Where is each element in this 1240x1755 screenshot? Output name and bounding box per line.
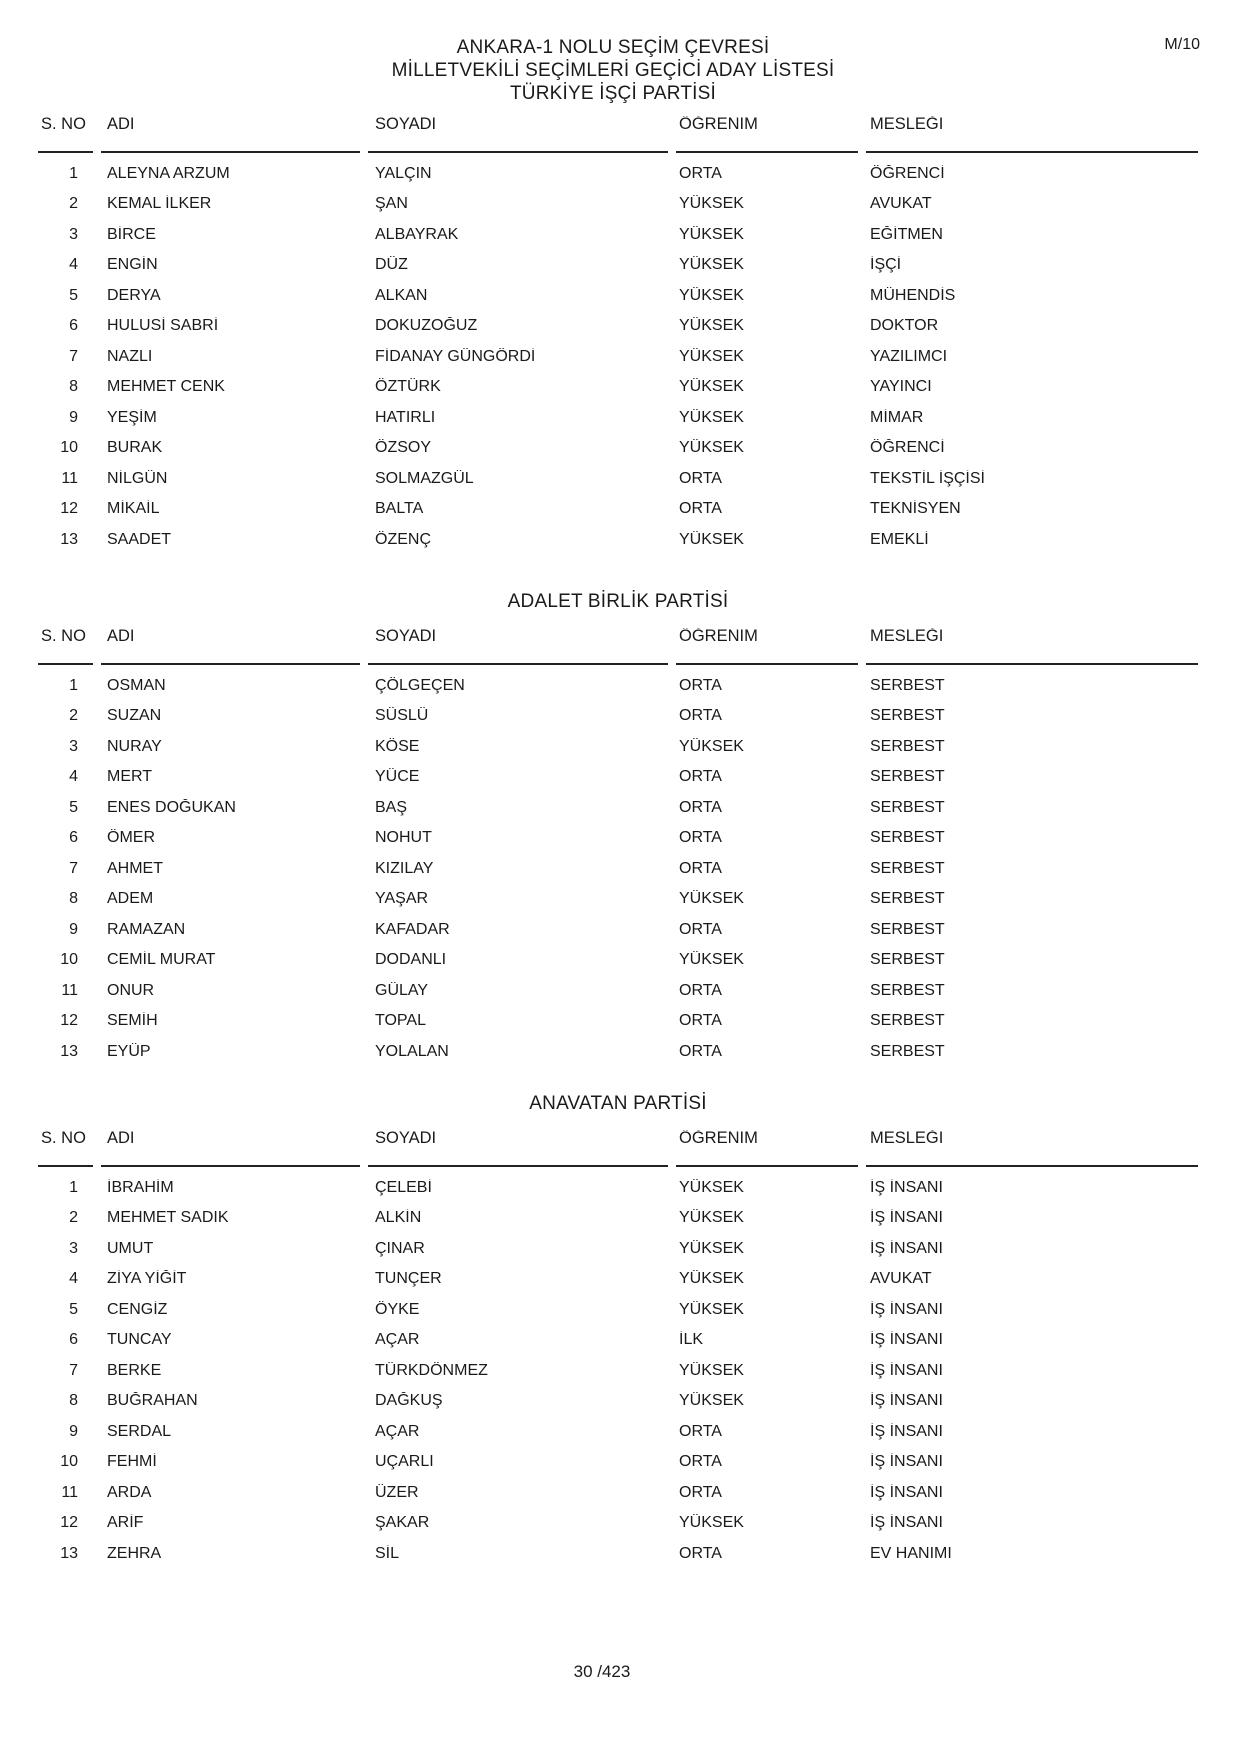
cell-soyadi: SİL — [375, 1544, 400, 1562]
header-line-party: TÜRKİYE İŞÇİ PARTİSİ — [509, 83, 716, 104]
cell-sno: 4 — [69, 768, 78, 786]
cell-meslegi: MÜHENDİS — [870, 286, 956, 304]
cell-ogrenim: YÜKSEK — [679, 286, 744, 304]
column-header-ogrenim: ÖĞRENİM — [676, 628, 858, 665]
cell-adi: AHMET — [107, 859, 163, 877]
table-row — [38, 853, 1198, 884]
cell-sno: 12 — [60, 500, 78, 518]
cell-adi: UMUT — [107, 1239, 154, 1257]
cell-adi: HULUSİ SABRİ — [107, 317, 219, 335]
table-row — [38, 792, 1198, 823]
table-row — [38, 1203, 1198, 1234]
cell-adi: ALEYNA ARZUM — [107, 164, 230, 182]
cell-soyadi: TUNÇER — [375, 1270, 442, 1288]
cell-adi: KEMAL İLKER — [107, 195, 212, 213]
cell-soyadi: KÖSE — [375, 737, 420, 755]
table-row — [38, 311, 1198, 342]
cell-ogrenim: ORTA — [679, 798, 722, 816]
cell-ogrenim: ORTA — [679, 707, 722, 725]
cell-ogrenim: ORTA — [679, 859, 722, 877]
table-body — [38, 153, 1198, 555]
cell-ogrenim: ORTA — [679, 676, 722, 694]
cell-ogrenim: ORTA — [679, 768, 722, 786]
cell-sno: 11 — [61, 469, 78, 487]
cell-ogrenim: YÜKSEK — [679, 1239, 744, 1257]
column-header-soyadi: SOYADI — [368, 628, 668, 665]
cell-meslegi: SERBEST — [870, 737, 945, 755]
table-row — [38, 914, 1198, 945]
cell-adi: ZEHRA — [107, 1544, 162, 1562]
cell-meslegi: SERBEST — [870, 951, 945, 969]
cell-ogrenim: YÜKSEK — [679, 1270, 744, 1288]
table-row — [38, 731, 1198, 762]
cell-sno: 13 — [60, 530, 78, 548]
cell-meslegi: SERBEST — [870, 1042, 945, 1060]
cell-soyadi: BAŞ — [375, 798, 408, 816]
cell-soyadi: ÇINAR — [375, 1239, 425, 1257]
cell-sno: 9 — [69, 408, 78, 426]
cell-sno: 11 — [61, 981, 78, 999]
column-header-ogrenim: ÖĞRENİM — [676, 1130, 858, 1167]
cell-ogrenim: ORTA — [679, 1544, 722, 1562]
cell-ogrenim: ORTA — [679, 1422, 722, 1440]
column-header-sno: S. NO — [38, 628, 93, 665]
cell-ogrenim: YÜKSEK — [679, 530, 744, 548]
column-header-ogrenim: ÖĞRENİM — [676, 116, 858, 153]
table-row — [38, 1538, 1198, 1569]
cell-sno: 3 — [69, 737, 78, 755]
cell-adi: TUNCAY — [107, 1331, 172, 1349]
cell-sno: 12 — [60, 1012, 78, 1030]
cell-meslegi: SERBEST — [870, 920, 945, 938]
cell-meslegi: İŞ İNSANI — [870, 1331, 943, 1349]
cell-meslegi: İŞ İNSANI — [870, 1392, 943, 1410]
cell-meslegi: SERBEST — [870, 768, 945, 786]
cell-ogrenim: ORTA — [679, 829, 722, 847]
cell-ogrenim: YÜKSEK — [679, 195, 744, 213]
cell-adi: İBRAHİM — [107, 1178, 174, 1196]
cell-sno: 3 — [69, 1239, 78, 1257]
cell-meslegi: İŞ İNSANI — [870, 1422, 943, 1440]
cell-soyadi: ALKAN — [375, 286, 428, 304]
cell-meslegi: SERBEST — [870, 829, 945, 847]
cell-meslegi: TEKNİSYEN — [870, 500, 961, 518]
column-header-meslegi: MESLEĞİ — [866, 1130, 1198, 1167]
cell-soyadi: YALÇIN — [375, 164, 432, 182]
table-row — [38, 189, 1198, 220]
cell-sno: 7 — [69, 347, 78, 365]
cell-adi: EYÜP — [107, 1042, 151, 1060]
table-row — [38, 1447, 1198, 1478]
cell-sno: 1 — [69, 164, 78, 182]
cell-sno: 5 — [69, 1300, 78, 1318]
cell-adi: CEMİL MURAT — [107, 951, 216, 969]
cell-adi: NİLGÜN — [107, 469, 168, 487]
table-row — [38, 1508, 1198, 1539]
cell-soyadi: ÖZENÇ — [375, 530, 431, 548]
cell-soyadi: YÜCE — [375, 768, 420, 786]
cell-soyadi: DOKUZOĞUZ — [375, 317, 478, 335]
cell-sno: 13 — [60, 1042, 78, 1060]
cell-meslegi: SERBEST — [870, 981, 945, 999]
cell-adi: ENGİN — [107, 256, 158, 274]
table-row — [38, 402, 1198, 433]
table-row — [38, 1416, 1198, 1447]
cell-soyadi: DODANLI — [375, 951, 447, 969]
cell-adi: NAZLI — [107, 347, 153, 365]
cell-adi: BİRCE — [107, 225, 156, 243]
cell-meslegi: ÖĞRENCİ — [870, 164, 945, 182]
table-row — [38, 158, 1198, 189]
cell-adi: SAADET — [107, 530, 172, 548]
party-title: ANAVATAN PARTİSİ — [529, 1093, 707, 1114]
cell-meslegi: AVUKAT — [870, 1270, 932, 1288]
cell-ogrenim: YÜKSEK — [679, 317, 744, 335]
cell-sno: 2 — [69, 1209, 78, 1227]
cell-adi: MEHMET SADIK — [107, 1209, 229, 1227]
table-header-row — [38, 108, 1198, 153]
column-header-adi: ADI — [101, 116, 360, 153]
cell-ogrenim: YÜKSEK — [679, 408, 744, 426]
cell-soyadi: ÖZSOY — [375, 439, 432, 457]
table-row — [38, 975, 1198, 1006]
cell-soyadi: ÇELEBİ — [375, 1178, 432, 1196]
cell-meslegi: İŞ İNSANI — [870, 1209, 943, 1227]
table-row — [38, 219, 1198, 250]
cell-sno: 6 — [69, 829, 78, 847]
cell-soyadi: TÜRKDÖNMEZ — [375, 1361, 488, 1379]
cell-soyadi: DÜZ — [375, 256, 408, 274]
party-section-anavatan-partisi — [38, 1087, 1198, 1569]
cell-ogrenim: YÜKSEK — [679, 1361, 744, 1379]
table-row — [38, 433, 1198, 464]
cell-meslegi: İŞ İNSANI — [870, 1239, 943, 1257]
cell-ogrenim: ORTA — [679, 1012, 722, 1030]
cell-soyadi: ÖZTÜRK — [375, 378, 441, 396]
cell-adi: FEHMİ — [107, 1453, 157, 1471]
cell-meslegi: SERBEST — [870, 798, 945, 816]
cell-meslegi: TEKSTİL İŞÇİSİ — [870, 469, 985, 487]
cell-adi: DERYA — [107, 286, 161, 304]
cell-meslegi: İŞ İNSANI — [870, 1178, 943, 1196]
cell-sno: 10 — [60, 439, 78, 457]
cell-soyadi: ALBAYRAK — [375, 225, 459, 243]
cell-adi: ENES DOĞUKAN — [107, 798, 236, 816]
cell-adi: YEŞİM — [107, 408, 157, 426]
cell-sno: 4 — [69, 256, 78, 274]
doc-code: M/10 — [1164, 36, 1200, 53]
cell-ogrenim: YÜKSEK — [679, 378, 744, 396]
cell-meslegi: İŞ İNSANI — [870, 1361, 943, 1379]
cell-adi: ZİYA YİĞİT — [107, 1270, 187, 1288]
cell-ogrenim: ORTA — [679, 469, 722, 487]
table-row — [38, 250, 1198, 281]
cell-soyadi: ŞAKAR — [375, 1514, 430, 1532]
cell-meslegi: SERBEST — [870, 1012, 945, 1030]
header-line-list-title: MİLLETVEKİLİ SEÇİMLERİ GEÇİCİ ADAY LİSTESİ — [391, 60, 835, 81]
cell-soyadi: KIZILAY — [375, 859, 434, 877]
cell-adi: BERKE — [107, 1361, 162, 1379]
table-row — [38, 280, 1198, 311]
cell-adi: BUĞRAHAN — [107, 1392, 198, 1410]
cell-meslegi: EMEKLİ — [870, 530, 929, 548]
cell-soyadi: GÜLAY — [375, 981, 429, 999]
cell-adi: ARİF — [107, 1514, 144, 1532]
cell-adi: ARDA — [107, 1483, 152, 1501]
column-header-meslegi: MESLEĞİ — [866, 628, 1198, 665]
cell-meslegi: İŞÇİ — [870, 256, 902, 274]
table-row — [38, 1264, 1198, 1295]
cell-meslegi: İŞ İNSANI — [870, 1300, 943, 1318]
cell-adi: NURAY — [107, 737, 162, 755]
table-row — [38, 1325, 1198, 1356]
cell-ogrenim: ORTA — [679, 920, 722, 938]
cell-soyadi: UÇARLI — [375, 1453, 434, 1471]
table-row — [38, 701, 1198, 732]
table-row — [38, 494, 1198, 525]
cell-adi: CENGİZ — [107, 1300, 168, 1318]
cell-soyadi: DAĞKUŞ — [375, 1392, 443, 1410]
cell-ogrenim: YÜKSEK — [679, 1300, 744, 1318]
cell-meslegi: MİMAR — [870, 408, 924, 426]
table-row — [38, 524, 1198, 555]
cell-ogrenim: YÜKSEK — [679, 347, 744, 365]
cell-sno: 2 — [69, 707, 78, 725]
cell-ogrenim: İLK — [679, 1331, 704, 1349]
cell-ogrenim: YÜKSEK — [679, 1178, 744, 1196]
cell-ogrenim: YÜKSEK — [679, 439, 744, 457]
cell-ogrenim: YÜKSEK — [679, 737, 744, 755]
cell-meslegi: İŞ İNSANI — [870, 1514, 943, 1532]
column-header-soyadi: SOYADI — [368, 116, 668, 153]
cell-soyadi: AÇAR — [375, 1422, 420, 1440]
party-section-turkiye-isci-partisi — [38, 108, 1198, 555]
table-row — [38, 1294, 1198, 1325]
cell-ogrenim: YÜKSEK — [679, 1209, 744, 1227]
table-row — [38, 1006, 1198, 1037]
cell-sno: 1 — [69, 676, 78, 694]
cell-sno: 10 — [60, 1453, 78, 1471]
table-row — [38, 823, 1198, 854]
cell-adi: ADEM — [107, 890, 154, 908]
cell-sno: 2 — [69, 195, 78, 213]
table-row — [38, 762, 1198, 793]
page-number: 30 /423 — [573, 1662, 631, 1681]
cell-ogrenim: YÜKSEK — [679, 890, 744, 908]
cell-soyadi: ALKİN — [375, 1209, 422, 1227]
cell-soyadi: ÜZER — [375, 1483, 419, 1501]
cell-sno: 9 — [69, 1422, 78, 1440]
cell-sno: 7 — [69, 1361, 78, 1379]
cell-sno: 5 — [69, 798, 78, 816]
cell-adi: MİKAİL — [107, 500, 160, 518]
cell-meslegi: İŞ İNSANI — [870, 1453, 943, 1471]
cell-ogrenim: ORTA — [679, 500, 722, 518]
cell-sno: 13 — [60, 1544, 78, 1562]
table-row — [38, 1233, 1198, 1264]
cell-soyadi: SOLMAZGÜL — [375, 469, 474, 487]
cell-soyadi: ÇÖLGEÇEN — [375, 676, 465, 694]
cell-adi: MERT — [107, 768, 153, 786]
cell-ogrenim: YÜKSEK — [679, 225, 744, 243]
cell-adi: SUZAN — [107, 707, 162, 725]
column-header-sno: S. NO — [38, 116, 93, 153]
cell-ogrenim: ORTA — [679, 981, 722, 999]
cell-ogrenim: YÜKSEK — [679, 256, 744, 274]
cell-adi: OSMAN — [107, 676, 166, 694]
cell-sno: 8 — [69, 890, 78, 908]
cell-ogrenim: YÜKSEK — [679, 1514, 744, 1532]
cell-sno: 1 — [69, 1178, 78, 1196]
cell-meslegi: SERBEST — [870, 707, 945, 725]
column-header-adi: ADI — [101, 1130, 360, 1167]
cell-sno: 9 — [69, 920, 78, 938]
cell-meslegi: AVUKAT — [870, 195, 932, 213]
cell-soyadi: HATIRLI — [375, 408, 436, 426]
cell-meslegi: EV HANIMI — [870, 1544, 952, 1562]
cell-ogrenim: ORTA — [679, 1042, 722, 1060]
table-row — [38, 884, 1198, 915]
cell-meslegi: SERBEST — [870, 859, 945, 877]
column-header-soyadi: SOYADI — [368, 1130, 668, 1167]
cell-meslegi: EĞİTMEN — [870, 225, 943, 243]
table-row — [38, 1386, 1198, 1417]
cell-adi: MEHMET CENK — [107, 378, 225, 396]
cell-sno: 10 — [60, 951, 78, 969]
cell-meslegi: DOKTOR — [870, 317, 939, 335]
cell-ogrenim: YÜKSEK — [679, 951, 744, 969]
cell-soyadi: ŞAN — [375, 195, 408, 213]
cell-sno: 4 — [69, 1270, 78, 1288]
cell-soyadi: NOHUT — [375, 829, 432, 847]
table-row — [38, 372, 1198, 403]
column-header-meslegi: MESLEĞİ — [866, 116, 1198, 153]
cell-ogrenim: ORTA — [679, 1453, 722, 1471]
cell-soyadi: KAFADAR — [375, 920, 450, 938]
cell-soyadi: YAŞAR — [375, 890, 429, 908]
table-row — [38, 1036, 1198, 1067]
cell-adi: ONUR — [107, 981, 155, 999]
table-row — [38, 1355, 1198, 1386]
cell-soyadi: ÖYKE — [375, 1300, 420, 1318]
cell-ogrenim: YÜKSEK — [679, 1392, 744, 1410]
cell-ogrenim: ORTA — [679, 1483, 722, 1501]
cell-sno: 11 — [61, 1483, 78, 1501]
column-header-adi: ADI — [101, 628, 360, 665]
party-section-adalet-birlik-partisi — [38, 585, 1198, 1067]
cell-meslegi: YAYINCI — [870, 378, 932, 396]
cell-sno: 6 — [69, 317, 78, 335]
table-header-row — [38, 1130, 1198, 1167]
cell-sno: 8 — [69, 1392, 78, 1410]
table-row — [38, 1172, 1198, 1203]
table-row — [38, 1477, 1198, 1508]
cell-sno: 6 — [69, 1331, 78, 1349]
table-row — [38, 463, 1198, 494]
cell-sno: 3 — [69, 225, 78, 243]
cell-meslegi: ÖĞRENCİ — [870, 439, 945, 457]
cell-sno: 8 — [69, 378, 78, 396]
cell-adi: RAMAZAN — [107, 920, 186, 938]
cell-meslegi: YAZILIMCI — [870, 347, 948, 365]
document-header — [0, 36, 1226, 105]
cell-adi: ÖMER — [107, 829, 155, 847]
header-line-district: ANKARA-1 NOLU SEÇİM ÇEVRESİ — [456, 37, 770, 58]
cell-soyadi: YOLALAN — [375, 1042, 449, 1060]
cell-adi: SERDAL — [107, 1422, 172, 1440]
table-row — [38, 945, 1198, 976]
table-row — [38, 670, 1198, 701]
cell-sno: 12 — [60, 1514, 78, 1532]
table-body — [38, 1167, 1198, 1569]
cell-meslegi: SERBEST — [870, 676, 945, 694]
cell-soyadi: TOPAL — [375, 1012, 426, 1030]
table-header-row — [38, 628, 1198, 665]
party-title: ADALET BİRLİK PARTİSİ — [507, 591, 729, 612]
table-row — [38, 341, 1198, 372]
cell-sno: 7 — [69, 859, 78, 877]
cell-adi: SEMİH — [107, 1012, 158, 1030]
cell-soyadi: AÇAR — [375, 1331, 420, 1349]
cell-soyadi: FİDANAY GÜNGÖRDİ — [375, 347, 536, 365]
cell-ogrenim: ORTA — [679, 164, 722, 182]
column-header-sno: S. NO — [38, 1130, 93, 1167]
cell-soyadi: SÜSLÜ — [375, 707, 429, 725]
cell-meslegi: SERBEST — [870, 890, 945, 908]
cell-soyadi: BALTA — [375, 500, 424, 518]
table-body — [38, 665, 1198, 1067]
cell-adi: BURAK — [107, 439, 163, 457]
cell-meslegi: İŞ İNSANI — [870, 1483, 943, 1501]
cell-sno: 5 — [69, 286, 78, 304]
